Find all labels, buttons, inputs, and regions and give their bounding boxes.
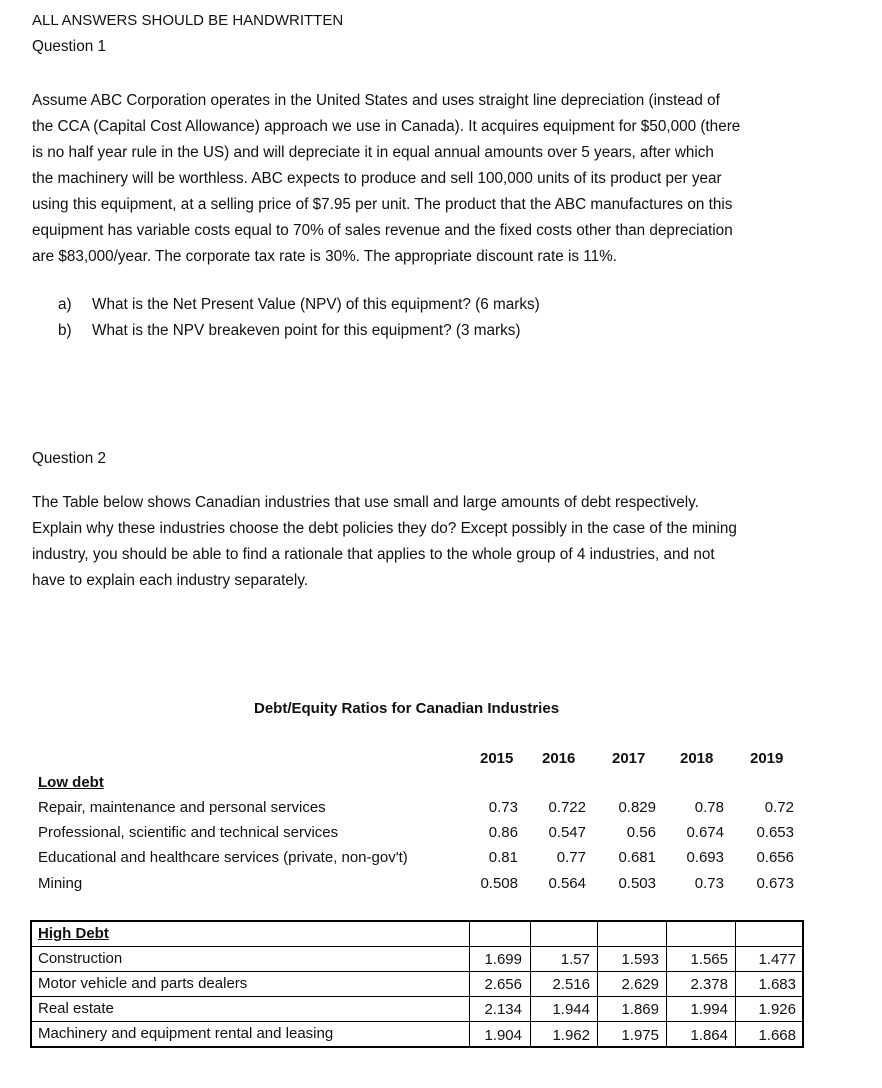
q2-line: Explain why these industries choose the debt policies they do? Except possibly in the case of the mining [32,520,737,537]
ratio-cell: 0.674 [686,824,724,841]
ratio-cell: 0.73 [694,875,724,892]
question-2-title: Question 2 [32,450,106,467]
year-header: 2018 [680,750,714,767]
industry-label: Machinery and equipment rental and leasing [38,1025,334,1042]
q2-line: The Table below shows Canadian industries that use small and large amounts of debt respectively. [32,494,699,511]
ratio-cell: 0.86 [488,824,518,841]
ratio-cell: 2.516 [552,976,590,993]
q1-line: Assume ABC Corporation operates in the United States and uses straight line depreciation (instead of [32,92,720,109]
high-debt-heading: High Debt [38,925,109,942]
year-header: 2015 [480,750,514,767]
ratio-cell: 0.73 [488,799,518,816]
ratio-cell: 0.77 [556,849,586,866]
industry-label: Professional, scientific and technical services [38,824,339,841]
part-label: a) [58,296,72,313]
question-2-body [32,490,822,594]
ratio-cell: 1.593 [621,951,659,968]
low-debt-heading: Low debt [38,774,104,791]
ratio-cell: 0.56 [626,824,656,841]
question-1-parts [58,292,540,344]
ratio-cell: 0.722 [548,799,586,816]
table-rule [30,1046,804,1048]
ratio-cell: 1.565 [690,951,728,968]
year-header: 2016 [542,750,576,767]
ratio-cell: 1.699 [484,951,522,968]
table-rule [30,920,32,1048]
ratio-cell: 0.693 [686,849,724,866]
question-part-a [58,292,540,318]
ratio-cell: 0.72 [764,799,794,816]
table-rule [30,946,804,947]
ratio-cell: 1.668 [758,1027,796,1044]
ratio-cell: 1.864 [690,1027,728,1044]
ratio-cell: 1.57 [560,951,590,968]
ratio-cell: 2.134 [484,1001,522,1018]
q2-line: have to explain each industry separately. [32,572,309,589]
q1-line: equipment has variable costs equal to 70% of sales revenue and the fixed costs other than depreciation [32,222,733,239]
ratio-cell: 0.829 [618,799,656,816]
table-title: Debt/Equity Ratios for Canadian Industries [254,700,560,717]
ratio-cell: 0.547 [548,824,586,841]
ratio-cell: 0.673 [756,875,794,892]
year-header: 2019 [750,750,784,767]
ratio-cell: 1.477 [758,951,796,968]
ratio-cell: 0.78 [694,799,724,816]
industry-label: Educational and healthcare services (private, non-gov't) [38,849,408,866]
ratio-cell: 1.683 [758,976,796,993]
ratio-cell: 1.869 [621,1001,659,1018]
q1-line: the machinery will be worthless. ABC expects to produce and sell 100,000 units of its product per year [32,170,722,187]
ratio-cell: 2.656 [484,976,522,993]
ratio-cell: 0.653 [756,824,794,841]
ratio-cell: 1.962 [552,1027,590,1044]
part-label: b) [58,322,72,339]
industry-label: Construction [38,950,123,967]
ratio-cell: 1.975 [621,1027,659,1044]
question-1-title: Question 1 [32,38,106,55]
part-text: What is the Net Present Value (NPV) of this equipment? (6 marks) [92,296,540,313]
ratio-cell: 2.629 [621,976,659,993]
table-rule [30,920,804,922]
industry-label: Motor vehicle and parts dealers [38,975,248,992]
q1-line: are $83,000/year. The corporate tax rate is 30%. The appropriate discount rate is 11%. [32,248,618,265]
q1-line: is no half year rule in the US) and will depreciate it in equal annual amounts over 5 years, after which [32,144,714,161]
ratio-cell: 0.656 [756,849,794,866]
ratio-cell: 0.681 [618,849,656,866]
table-rule [30,971,804,972]
part-text: What is the NPV breakeven point for this equipment? (3 marks) [92,322,521,339]
q1-line: using this equipment, at a selling price of $7.95 per unit. The product that the ABC manufactures on this [32,196,733,213]
ratio-cell: 0.508 [480,875,518,892]
table-rule [802,920,804,1048]
table-rule [30,1021,804,1022]
year-header: 2017 [612,750,646,767]
ratio-cell: 0.81 [488,849,518,866]
q1-line: the CCA (Capital Cost Allowance) approach we use in Canada). It acquires equipment for $50,000 (there [32,118,741,135]
ratio-cell: 0.503 [618,875,656,892]
ratio-cell: 1.904 [484,1027,522,1044]
question-part-b [58,318,540,344]
ratio-cell: 1.926 [758,1001,796,1018]
question-1-body [32,88,822,270]
ratio-cell: 0.564 [548,875,586,892]
q2-line: industry, you should be able to find a rationale that applies to the whole group of 4 industries, and not [32,546,715,563]
ratio-cell: 2.378 [690,976,728,993]
ratio-cell: 1.944 [552,1001,590,1018]
industry-label: Repair, maintenance and personal services [38,799,326,816]
ratio-cell: 1.994 [690,1001,728,1018]
industry-label: Real estate [38,1000,114,1017]
instructions-header: ALL ANSWERS SHOULD BE HANDWRITTEN [32,12,344,29]
industry-label: Mining [38,875,83,892]
table-rule [30,996,804,997]
